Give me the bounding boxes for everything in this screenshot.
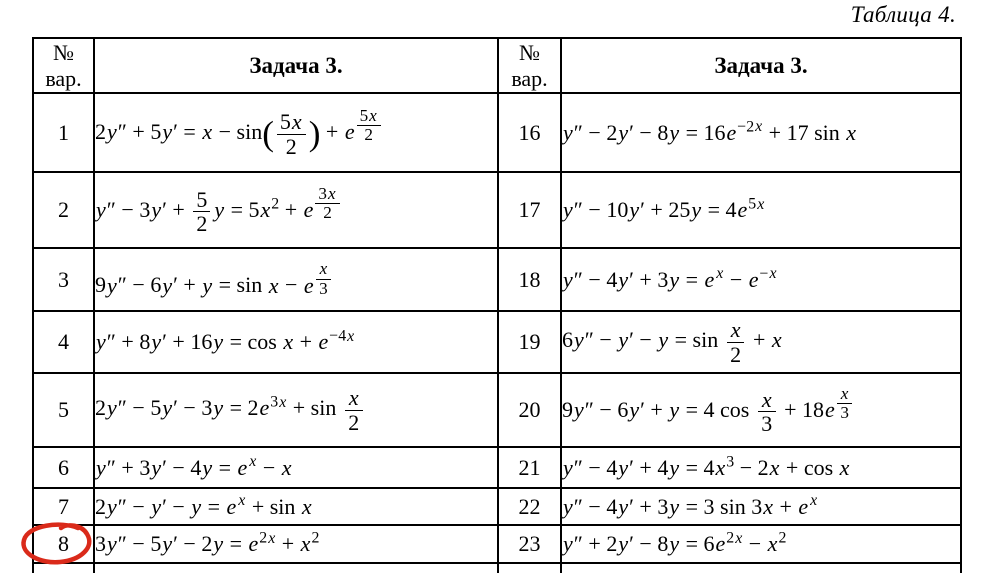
variants-table [32,37,962,573]
var-number-right [498,563,561,573]
header-variant-line1: № [53,39,74,65]
equation-right: 9y″ − 6y′ + y = 4 cos $\frac{x}{3}$ + 18e $^{\frac{x}{3}}$ [561,373,961,447]
var-number-left: 4 [33,311,94,373]
var-number-left: 6 [33,447,94,488]
equation-right: $y'' + 2y' - 8y = 6e^{2x} - x^2$ [561,525,961,563]
equation-left: y″ − 3y′ + $\frac{5}{2}$ $y = 5x^2 + e$ $^{\frac{3x}{2}}$ [94,172,498,248]
var-number-left: 7 [33,488,94,525]
var-number-left: 5 [33,373,94,447]
table-row [33,447,961,488]
table-row [33,93,961,172]
var-number-left: 8 [33,525,94,563]
header-row [33,38,961,93]
header-variant-number-left [33,38,94,93]
var-number-right: 21 [498,447,561,488]
table-row [33,563,961,573]
var-number-left: 2 [33,172,94,248]
table-body [33,93,961,573]
header-variant-line2: вар. [45,65,82,91]
equation-right: $y'' - 2y' - 8y = 16e^{-2x} + 17$ sin x [561,93,961,172]
var-number-right: 23 [498,525,561,563]
var-number-left: 1 [33,93,94,172]
equation-left: $2y'' - 5y' - 3y = 2e^{3x} + \sin$ $\frac{x}{2}$ [94,373,498,447]
equation-left [94,563,498,573]
var-number-right: 20 [498,373,561,447]
var-number-right: 22 [498,488,561,525]
equation-left: $y'' + 8y' + 16y = \cos x + e^{-4x}$ [94,311,498,373]
var-number-right: 16 [498,93,561,172]
table-row [33,172,961,248]
equation-left: 9y″ − 6y′ + y = sin x − e $^{\frac{x}{3}}$ [94,248,498,311]
var-number-right: 18 [498,248,561,311]
equation-left: y″ + 3y′ − 4y = e $^x$ − x [94,447,498,488]
equation-right: 6y″ − y′ − y = sin $\frac{x}{2}$ + x [561,311,961,373]
equation-right: y″ − 4y′ + 3y = e $^x - e^{-x}$ [561,248,961,311]
equation-right: y″ − 4y′ + 3y = 3 sin 3x + e $^x$ [561,488,961,525]
header-variant-line2: вар. [511,65,548,91]
header-task-left: Задача 3. [94,38,498,93]
equation-left: 2y″ + 5y′ = x − sin( $\frac{5x}{2}$ ) + e $^{\frac{5x}{2}}$ [94,93,498,172]
equation-right: $y'' - 4y' + 4y = 4x^3 - 2x + \cos x$ [561,447,961,488]
var-number-right: 17 [498,172,561,248]
var-number-left: 3 [33,248,94,311]
table-caption: Таблица 4. [850,2,956,27]
header-task-right: Задача 3. [561,38,961,93]
var-number-right: 19 [498,311,561,373]
header-variant-number-right [498,38,561,93]
table-row [33,373,961,447]
table-row [33,311,961,373]
table-row [33,248,961,311]
table-row [33,488,961,525]
var-number-left [33,563,94,573]
header-variant-line1: № [519,39,540,65]
table-row [33,525,961,563]
equation-left: 2y″ − y′ − y = e $^x$ + sin x [94,488,498,525]
equation-right: $y'' - 10y' + 25y = 4e^{5x}$ [561,172,961,248]
equation-left: $3y'' - 5y' - 2y = e^{2x} + x^2$ [94,525,498,563]
equation-right [561,563,961,573]
